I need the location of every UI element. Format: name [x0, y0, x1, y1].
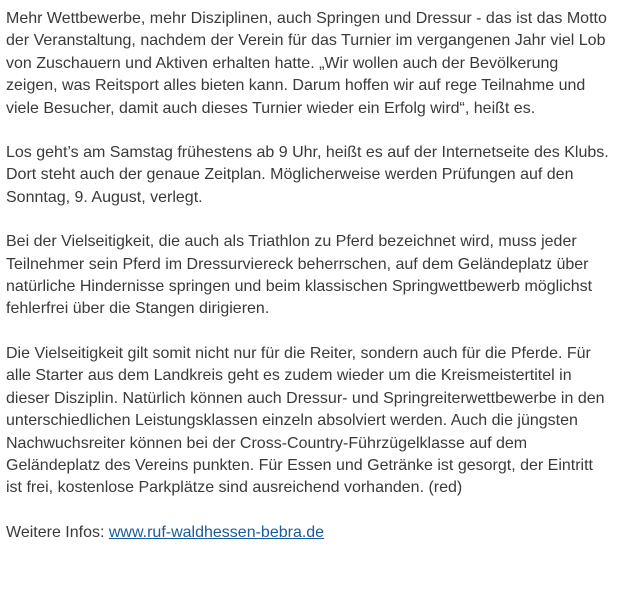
- article-paragraph-3: Bei der Vielseitigkeit, die auch als Triathlon zu Pferd bezeichnet wird, muss jeder Teilnehmer sein Pferd im Dressurviereck beherrschen, auf dem Geländeplatz über natürliche Hindernisse springen und beim klassischen Springwettbewerb möglichst fehlerfrei über die Stangen dirigieren.: [6, 233, 593, 318]
- article-paragraph-1: Mehr Wettbewerbe, mehr Disziplinen, auch Springen und Dressur - das ist das Motto der Veranstaltung, nachdem der Verein für das Turnier im vergangenen Jahr viel Lob von Zuschauern und Aktiven erhalten hatte. „Wir wollen auch der Bevölkerung zeigen, was Reitsport alles bieten kann. Darum hoffen wir auf rege Teilnahme und viele Besucher, damit auch dieses Turnier wieder ein Erfolg wird“, heißt es.: [6, 10, 607, 117]
- club-website-link[interactable]: www.ruf-waldhessen-bebra.de: [108, 523, 325, 541]
- article-paragraph-2: Los geht’s am Samstag frühestens ab 9 Uhr, heißt es auf der Internetseite des Klubs. Dort steht auch der genaue Zeitplan. Möglicherweise werden Prüfungen auf den Sonntag, 9. August, verlegt.: [6, 144, 609, 206]
- article-paragraph-4: Die Vielseitigkeit gilt somit nicht nur für die Reiter, sondern auch für die Pferde. Für alle Starter aus dem Landkreis geht es zudem wieder um die Kreismeistertitel in dieser Disziplin. Natürlich können auch Dressur- und Springreiterwettbewerbe in den unterschiedlichen Leistungsklassen einzeln absolviert werden. Auch die jüngsten Nachwuchsreiter können bei der Cross-Country-Führzügelklasse auf dem Geländeplatz des Vereins punkten. Für Essen und Getränke ist gesorgt, der Eintritt ist frei, kostenlose Parkplätze sind ausreichend vorhanden. (red): [6, 344, 605, 497]
- more-info-line: [6, 522, 612, 544]
- more-info-label: Weitere Infos:: [6, 523, 109, 541]
- article-body: [6, 8, 612, 544]
